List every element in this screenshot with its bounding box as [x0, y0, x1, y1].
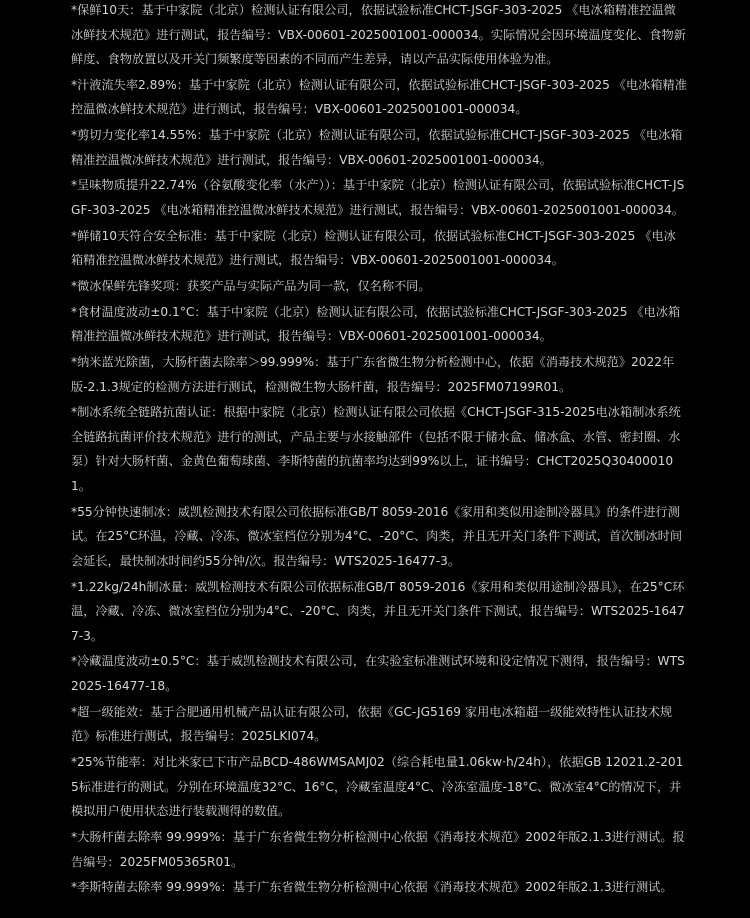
footnote-fast-ice-making: *55分钟快速制冰：威凯检测技术有限公司依据标准GB/T 8059-2016《家用和类似用途制冷器具》的条件进行测试。在25°C环温，冷藏、冷冻、微冰室档位分别为4°C、-20°C、肉类，并且无开关门条件下测试，首次制冰时间会延长，最快制冰时间约55分钟/次。报告编号：WTS2025-16477-3。 [71, 504, 683, 568]
footnote-fresh-storage-safety: *鲜储10天符合安全标准：基于中家院（北京）检测认证有限公司，依据试验标准CHCT-JSGF-303-2025 《电冰箱精准控温微冰鲜技术规范》进行测试，报告编号：VBX-00601-2025001001-000034。 [71, 228, 676, 268]
footnote-energy-efficiency: *超一级能效：基于合肥通用机械产品认证有限公司，依据《GC-JG5169 家用电冰箱超一级能效特性认证技术规范》标准进行测试，报告编号：2025LKI074。 [71, 704, 673, 744]
footnote-ecoli-removal: *大肠杆菌去除率 99.999%：基于广东省微生物分析检测中心依据《消毒技术规范》2002年版2.1.3进行测试。报告编号：2025FM05365R01。 [71, 829, 685, 869]
footnote-nano-blue-light: *纳米蓝光除菌，大肠杆菌去除率＞99.999%：基于广东省微生物分析检测中心，依据《消毒技术规范》2022年版-2.1.3规定的检测方法进行测试，检测微生物大肠杆菌，报告编号：2025FM07199R01。 [71, 354, 675, 394]
footnote-listeria-removal: *李斯特菌去除率 99.999%：基于广东省微生物分析检测中心依据《消毒技术规范》2002年版2.1.3进行测试。 [71, 880, 673, 895]
footnote-ice-capacity: *1.22kg/24h制冰量：威凯检测技术有限公司依据标准GB/T 8059-2016《家用和类似用途制冷器具》，在25°C环温，冷藏、冷冻、微冰室档位分别为4°C、-20°C、肉类，并且无开关门条件下测试，报告编号：WTS2025-16477-3。 [71, 579, 685, 643]
footnote-juice-loss-rate: *汁液流失率2.89%：基于中家院（北京）检测认证有限公司，依据试验标准CHCT-JSGF-303-2025 《电冰箱精准控温微冰鲜技术规范》进行测试，报告编号：VBX-00601-2025001001-000034。 [71, 77, 687, 117]
footnote-ice-system-antibacterial: *制冰系统全链路抗菌认证：根据中家院（北京）检测认证有限公司依据《CHCT-JSGF-315-2025电冰箱制冰系统全链路抗菌评价技术规范》进行的测试，产品主要与水接触部件（包括不限于储水盒、储冰盒、水管、密封圈、水泵）针对大肠杆菌、金黄色葡萄球菌、李斯特菌的抗菌率均达到99%以上，证书编号：CHCT2025Q304000101。 [71, 405, 681, 494]
footnote-fresh-10-days: *保鲜10天：基于中家院（北京）检测认证有限公司，依据试验标准CHCT-JSGF-303-2025 《电冰箱精准控温微冰鲜技术规范》进行测试，报告编号：VBX-00601-2025001001-000034。实际情况会因环境温度变化、食物新鲜度、食物放置以及开关门频繁度等因素的不同而产生差异，请以产品实际使用体验为准。 [71, 3, 686, 67]
footnote-flavor-improvement: *呈味物质提升22.74%（谷氨酸变化率（水产））：基于中家院（北京）检测认证有限公司，依据试验标准CHCT-JSGF-303-2025 《电冰箱精准控温微冰鲜技术规范》进行测试，报告编号：VBX-00601-2025001001-000034。 [71, 178, 685, 218]
footnote-shear-force-change: *剪切力变化率14.55%：基于中家院（北京）检测认证有限公司，依据试验标准CHCT-JSGF-303-2025 《电冰箱精准控温微冰鲜技术规范》进行测试，报告编号：VBX-00601-2025001001-000034。 [71, 128, 683, 167]
footnote-energy-saving: *25%节能率：对比米家已下市产品BCD-486WMSAMJ02（综合耗电量1.06kw·h/24h），依据GB 12021.2-2015标准进行的测试。分别在环境温度32°C、16°C，冷藏室温度4°C、冷冻室温度-18°C、微冰室4°C的情况下，并模拟用户使用状态进行装载测得的数值。 [71, 755, 684, 819]
footnotes-list [71, 0, 687, 901]
footnote-food-temp-fluctuation: *食材温度波动±0.1°C：基于中家院（北京）检测认证有限公司，依据试验标准CHCT-JSGF-303-2025 《电冰箱精准控温微冰鲜技术规范》进行测试，报告编号：VBX-00601-2025001001-000034。 [71, 304, 681, 344]
footnote-award: *微冰保鲜先锋奖项：获奖产品与实际产品为同一款，仅名称不同。 [71, 279, 431, 293]
footnote-fridge-temp-fluctuation: *冷藏温度波动±0.5°C：基于威凯检测技术有限公司，在实验室标准测试环境和设定情况下测得，报告编号：WTS2025-16477-18。 [71, 654, 685, 694]
